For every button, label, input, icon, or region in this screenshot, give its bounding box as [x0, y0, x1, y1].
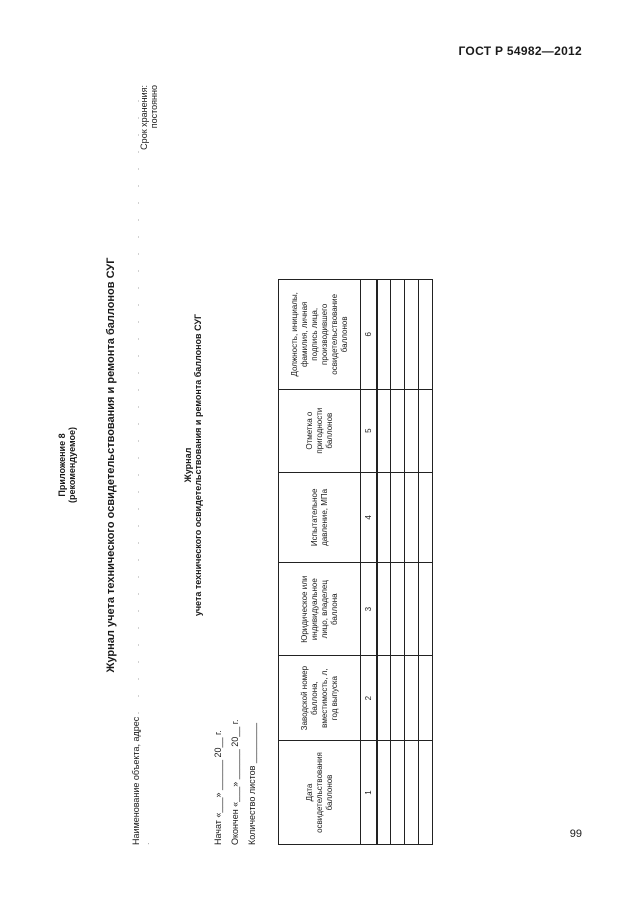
rotated-landscape-page — [57, 85, 505, 845]
header-owner: Юридическое или индивидуальное лицо, владелец баллона — [279, 563, 361, 656]
appendix-type: (рекомендуемое) — [67, 427, 77, 503]
header-inspector: Должность, инициалы, фамилия, личная подпись лица, производившего освидетельствование баллонов — [279, 280, 361, 390]
header-date: Дата освидетельствования баллонов — [279, 740, 361, 844]
storage-value: постоянно — [149, 85, 159, 129]
table-row — [377, 280, 391, 845]
col-number-2: 2 — [361, 656, 377, 741]
header-pressure: Испытательное давление, МПа — [279, 472, 361, 562]
main-title: Журнал учета технического освидетельствования и ремонта баллонов СУГ — [105, 257, 117, 673]
page-number: 99 — [569, 828, 582, 840]
header-suitability: Отметка о пригодности баллонов — [279, 389, 361, 472]
object-label: Наименование объекта, адрес — [131, 716, 141, 845]
journal-title-2: учета технического освидетельствования и ремонта баллонов СУГ — [193, 313, 203, 617]
appendix-heading — [57, 85, 77, 845]
sheets-line: Количество листов ________ — [247, 723, 257, 845]
table-row — [391, 280, 405, 845]
col-number-3: 3 — [361, 563, 377, 656]
finished-line: Окончен «___» ______ 20__ г. — [230, 719, 240, 845]
journal-title-1: Журнал — [183, 447, 193, 483]
col-number-4: 4 — [361, 472, 377, 562]
table-row — [405, 280, 419, 845]
object-dotted-line: . . . . . . . . . . . . . . . . . . . . . . . . . . . . . . . . . . . . . . — [131, 93, 151, 845]
log-table — [278, 279, 433, 845]
object-line — [131, 85, 151, 845]
header-serial: Заводской номер баллона, вместимость, л, год выпуска — [279, 656, 361, 741]
table-row — [419, 280, 433, 845]
col-number-5: 5 — [361, 389, 377, 472]
appendix-number: Приложение 8 — [57, 433, 67, 497]
col-number-6: 6 — [361, 280, 377, 390]
storage-block — [139, 85, 159, 150]
storage-label: Срок хранения: — [139, 85, 149, 150]
started-line: Начат «___» ______ 20__ г. — [213, 730, 223, 845]
col-number-1: 1 — [361, 740, 377, 844]
standard-header: ГОСТ Р 54982—2012 — [458, 44, 582, 58]
journal-title — [183, 85, 203, 845]
